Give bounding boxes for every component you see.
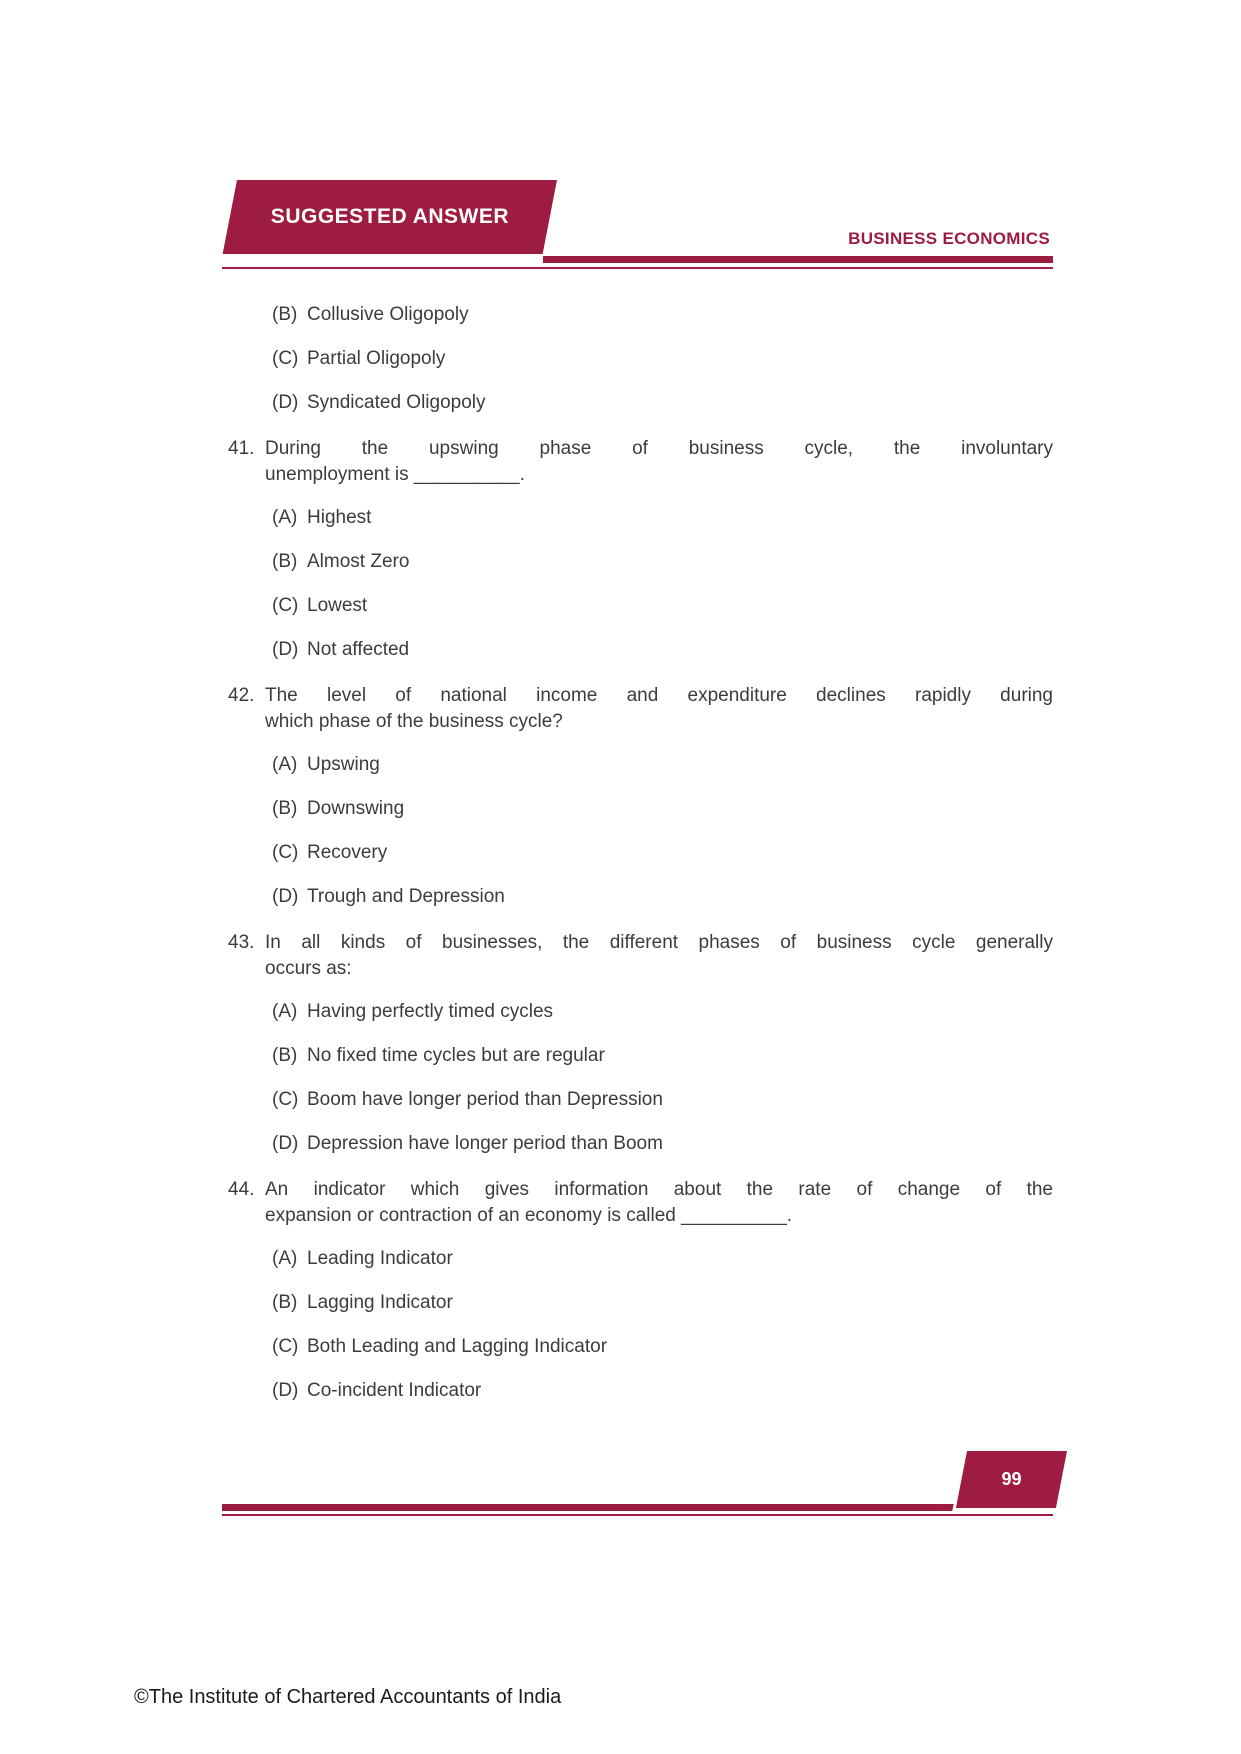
option-label: (A) bbox=[272, 754, 298, 775]
option-label: (D) bbox=[272, 639, 299, 660]
option-row bbox=[228, 842, 1053, 864]
option-label: (D) bbox=[272, 1133, 299, 1154]
option-row bbox=[228, 507, 1053, 529]
question-text bbox=[265, 930, 1053, 982]
banner-label: SUGGESTED ANSWER bbox=[270, 205, 509, 228]
option-text: Leading Indicator bbox=[307, 1248, 453, 1269]
subject-title: BUSINESS ECONOMICS bbox=[848, 229, 1050, 248]
option-label: (A) bbox=[272, 1001, 298, 1022]
option-label: (A) bbox=[272, 507, 298, 528]
option-text: Trough and Depression bbox=[307, 886, 505, 907]
question-number: 42. bbox=[228, 685, 255, 706]
option-text: Both Leading and Lagging Indicator bbox=[307, 1336, 608, 1357]
option-text: Syndicated Oligopoly bbox=[307, 392, 486, 413]
option-row bbox=[228, 754, 1053, 776]
option-row bbox=[228, 1380, 1053, 1402]
question-line: An indicator which gives information about the rate of change of the bbox=[265, 1179, 1053, 1200]
option-row bbox=[228, 1001, 1053, 1023]
question-41 bbox=[228, 436, 1053, 488]
option-row bbox=[228, 886, 1053, 908]
question-head bbox=[228, 1177, 1053, 1229]
question-text bbox=[265, 1177, 1053, 1229]
option-label: (C) bbox=[272, 1336, 299, 1357]
question-list bbox=[228, 304, 1053, 1424]
question-line: During the upswing phase of business cycle, the involuntary bbox=[265, 438, 1053, 459]
option-text: Co-incident Indicator bbox=[307, 1380, 482, 1401]
copyright-notice: ©The Institute of Chartered Accountants of India bbox=[134, 1686, 562, 1708]
option-text: Collusive Oligopoly bbox=[307, 304, 469, 325]
suggested-answer-banner bbox=[223, 180, 557, 254]
option-label: (D) bbox=[272, 1380, 299, 1401]
option-label: (B) bbox=[272, 1045, 298, 1066]
option-row bbox=[228, 304, 1053, 326]
question-43 bbox=[228, 930, 1053, 982]
question-line: which phase of the business cycle? bbox=[265, 711, 563, 732]
option-label: (A) bbox=[272, 1248, 298, 1269]
option-row bbox=[228, 798, 1053, 820]
question-number: 44. bbox=[228, 1179, 255, 1200]
option-row bbox=[228, 1336, 1053, 1358]
option-row bbox=[228, 1045, 1053, 1067]
question-head bbox=[228, 683, 1053, 735]
question-line: expansion or contraction of an economy is called __________. bbox=[265, 1205, 793, 1226]
option-row bbox=[228, 551, 1053, 573]
option-text: Almost Zero bbox=[307, 551, 410, 572]
option-label: (B) bbox=[272, 304, 298, 325]
page-number-badge bbox=[956, 1451, 1067, 1508]
option-label: (B) bbox=[272, 1292, 298, 1313]
option-row bbox=[228, 1133, 1053, 1155]
question-text bbox=[265, 436, 1053, 488]
question-line: unemployment is __________. bbox=[265, 464, 525, 485]
question-number: 43. bbox=[228, 932, 255, 953]
option-label: (B) bbox=[272, 798, 298, 819]
page-number: 99 bbox=[1001, 1469, 1022, 1489]
option-text: Recovery bbox=[307, 842, 388, 863]
option-label: (C) bbox=[272, 842, 299, 863]
question-line: In all kinds of businesses, the different phases of business cycle generally bbox=[265, 932, 1053, 953]
option-text: Highest bbox=[307, 507, 372, 528]
option-text: Downswing bbox=[307, 798, 405, 819]
question-44 bbox=[228, 1177, 1053, 1229]
option-text: Lowest bbox=[307, 595, 368, 616]
option-label: (C) bbox=[272, 595, 299, 616]
option-label: (C) bbox=[272, 348, 299, 369]
question-head bbox=[228, 930, 1053, 982]
option-row bbox=[228, 1292, 1053, 1314]
option-text: Upswing bbox=[307, 754, 380, 775]
header-rule-thick bbox=[543, 256, 1053, 263]
question-head bbox=[228, 436, 1053, 488]
option-row bbox=[228, 392, 1053, 414]
question-42 bbox=[228, 683, 1053, 735]
header-rule-thin bbox=[222, 267, 1053, 269]
question-line: The level of national income and expenditure declines rapidly during bbox=[265, 685, 1053, 706]
option-text: No fixed time cycles but are regular bbox=[307, 1045, 605, 1066]
option-text: Boom have longer period than Depression bbox=[307, 1089, 663, 1110]
option-row bbox=[228, 639, 1053, 661]
option-label: (C) bbox=[272, 1089, 299, 1110]
question-line: occurs as: bbox=[265, 958, 352, 979]
option-row bbox=[228, 1248, 1053, 1270]
option-label: (B) bbox=[272, 551, 298, 572]
option-row bbox=[228, 1089, 1053, 1111]
option-text: Lagging Indicator bbox=[307, 1292, 453, 1313]
footer-rule-thin bbox=[222, 1514, 1053, 1516]
option-text: Not affected bbox=[307, 639, 410, 660]
option-text: Having perfectly timed cycles bbox=[307, 1001, 554, 1022]
option-row bbox=[228, 595, 1053, 617]
question-text bbox=[265, 683, 1053, 735]
question-number: 41. bbox=[228, 438, 255, 459]
footer-rule-thick bbox=[222, 1504, 1042, 1511]
option-text: Partial Oligopoly bbox=[307, 348, 446, 369]
option-row bbox=[228, 348, 1053, 370]
option-text: Depression have longer period than Boom bbox=[307, 1133, 663, 1154]
option-label: (D) bbox=[272, 886, 299, 907]
option-label: (D) bbox=[272, 392, 299, 413]
